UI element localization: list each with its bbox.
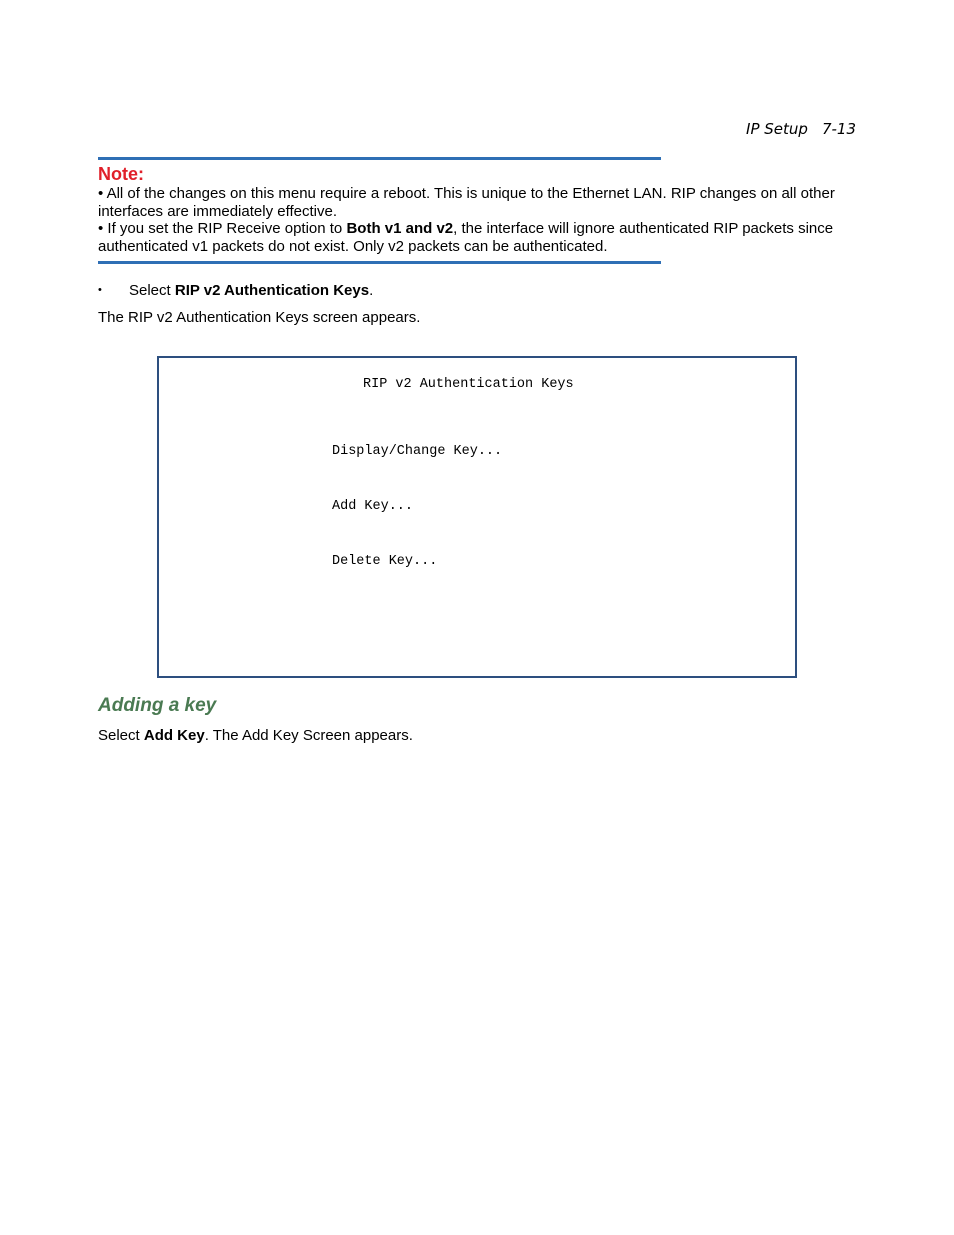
note-title: Note: <box>98 164 144 184</box>
note-line-2-text: • If you set the RIP Receive option to <box>98 220 347 237</box>
section-paragraph <box>98 727 413 744</box>
terminal-screen <box>157 356 797 678</box>
note-bottom-rule <box>98 261 661 264</box>
screen-menu <box>332 414 502 609</box>
section-heading: Adding a key <box>98 695 217 716</box>
step-bold: RIP v2 Authentication Keys <box>174 282 370 299</box>
bullet-dot: • <box>98 284 102 296</box>
intro-paragraph: The RIP v2 Authentication Keys screen appears. <box>98 309 421 326</box>
section-text-end: . The Add Key Screen appears. <box>204 727 413 744</box>
section-text: Select <box>98 727 144 744</box>
note-line-1: • All of the changes on this menu require a reboot. This is unique to the Ethernet LAN. RIP changes on all other interfaces are immediately effective. <box>98 185 835 220</box>
note-line-2-bold: Both v1 and v2 <box>346 220 454 237</box>
menu-item-add-key[interactable]: Add Key... <box>332 499 414 514</box>
chapter-title: IP Setup <box>746 120 808 138</box>
note-top-rule <box>98 157 661 160</box>
menu-item-delete-key[interactable]: Delete Key... <box>332 554 438 569</box>
step-text-end: . <box>369 282 374 299</box>
page-number: 7-13 <box>821 120 856 138</box>
note-line-2-text-end: , the interface will ignore authenticated RIP packets since authenticated v1 packets do not exist. Only v2 packets can be authenticated. <box>98 220 834 255</box>
page-header <box>746 120 856 138</box>
screen-title: RIP v2 Authentication Keys <box>363 377 574 392</box>
note-line-2 <box>98 220 858 255</box>
note-body <box>98 185 858 255</box>
menu-item-display-change-key[interactable]: Display/Change Key... <box>332 444 503 459</box>
step-text: Select <box>129 282 175 299</box>
section-bold: Add Key <box>143 727 205 744</box>
step-bullet <box>98 282 373 299</box>
